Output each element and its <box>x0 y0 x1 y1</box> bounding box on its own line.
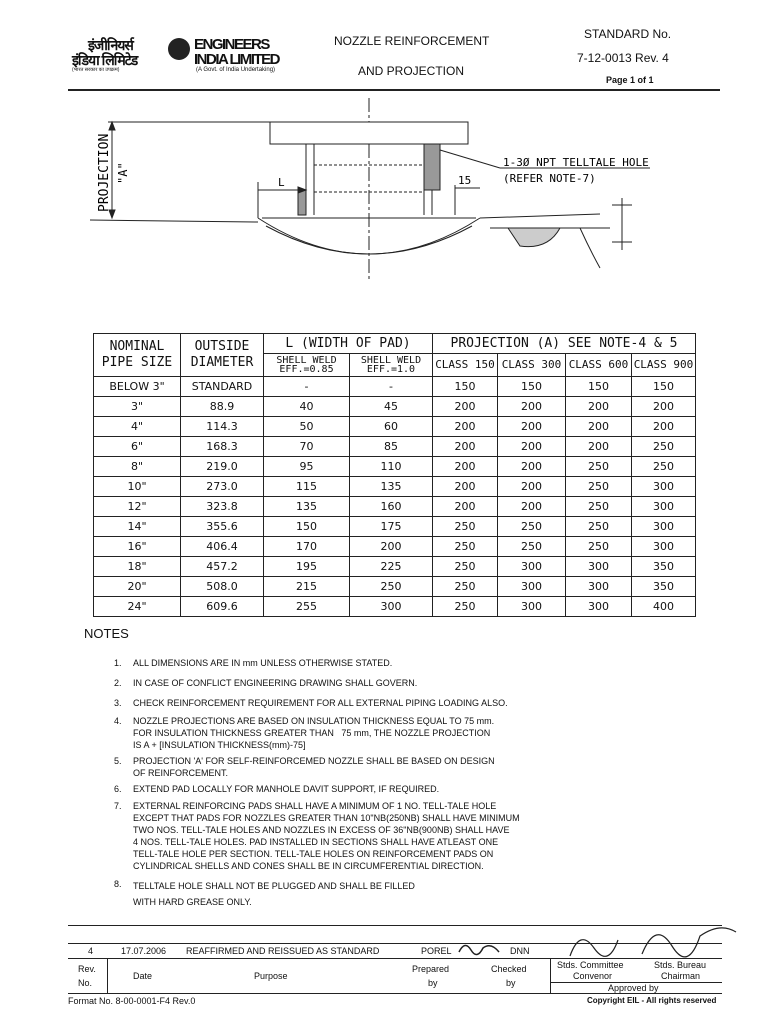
bureau-label-2: Chairman <box>661 971 701 981</box>
rev-label-2: No. <box>78 978 93 988</box>
note-number: 4. <box>114 716 122 726</box>
document-title: NOZZLE REINFORCEMENT <box>334 34 490 48</box>
table-row <box>94 437 696 457</box>
logo-subtitle: (A Govt. of India Undertaking) <box>196 67 276 73</box>
table-cell: 60 <box>350 417 433 437</box>
header-sw1-1: SHELL WELD <box>276 355 337 366</box>
note-text: PROJECTION 'A' FOR SELF-REINFORCEMED NOZZLE SHALL BE BASED ON DESIGN OF REINFORCEMENT. <box>133 756 495 778</box>
checked-value: DNN <box>510 946 530 956</box>
table-cell: 215 <box>264 577 350 597</box>
table-cell: BELOW 3" <box>94 377 181 397</box>
note-number: 3. <box>114 698 122 708</box>
logo-company-name: ENGINEERS <box>194 36 269 53</box>
table-row <box>94 397 696 417</box>
reinforcement-table <box>93 333 696 617</box>
footer-bottom-line <box>68 993 722 994</box>
table-cell: 323.8 <box>181 497 264 517</box>
prepared-label: Prepared <box>412 964 450 974</box>
header-sw2-1: SHELL WELD <box>360 355 422 366</box>
table-cell: 250 <box>433 557 498 577</box>
table-cell: 50 <box>264 417 350 437</box>
table-cell: 200 <box>632 397 696 417</box>
note-number: 6. <box>114 784 122 794</box>
table-cell: 273.0 <box>181 477 264 497</box>
table-cell: 3" <box>94 397 181 417</box>
committee-label-2: Convenor <box>573 971 613 981</box>
table-cell: 150 <box>498 377 566 397</box>
signatures-icon <box>560 918 740 962</box>
table-row <box>94 497 696 517</box>
table-cell: 200 <box>498 457 566 477</box>
logo-hindi-text: इंजीनियर्स <box>88 37 133 53</box>
table-cell: 457.2 <box>181 557 264 577</box>
footer-col-divider-2 <box>550 958 551 993</box>
table-cell: 219.0 <box>181 457 264 477</box>
telltale-note-ref: (REFER NOTE-7) <box>503 172 596 185</box>
table-cell: 300 <box>498 577 566 597</box>
table-cell: 16" <box>94 537 181 557</box>
table-cell: 4" <box>94 417 181 437</box>
table-cell: 250 <box>350 577 433 597</box>
table-cell: 8" <box>94 457 181 477</box>
table-cell: 200 <box>566 437 632 457</box>
table-cell: 200 <box>498 477 566 497</box>
footer-col-divider <box>107 958 108 993</box>
table-cell: 250 <box>566 477 632 497</box>
table-cell: 255 <box>264 597 350 617</box>
table-cell: 88.9 <box>181 397 264 417</box>
a-label: "A" <box>116 162 130 184</box>
date-value: 17.07.2006 <box>121 946 167 956</box>
table-cell: 150 <box>632 377 696 397</box>
table-cell: 135 <box>350 477 433 497</box>
table-cell: 114.3 <box>181 417 264 437</box>
table-cell: 200 <box>433 477 498 497</box>
table-cell: 200 <box>498 417 566 437</box>
table-cell: 400 <box>632 597 696 617</box>
table-cell: 135 <box>264 497 350 517</box>
rev-label: Rev. <box>78 964 96 974</box>
table-cell: 250 <box>433 577 498 597</box>
table-cell: 160 <box>350 497 433 517</box>
header-shell-weld-10 <box>350 354 433 377</box>
table-cell: 20" <box>94 577 181 597</box>
logo-company-name-2: INDIA LIMITED <box>194 51 279 68</box>
table-cell: 355.6 <box>181 517 264 537</box>
table-cell: 300 <box>566 577 632 597</box>
table-cell: 200 <box>433 397 498 417</box>
table-cell: 225 <box>350 557 433 577</box>
note-text: TELLTALE HOLE SHALL NOT BE PLUGGED AND SHALL BE FILLED WITH HARD GREASE ONLY. <box>133 881 415 907</box>
table-cell: 150 <box>433 377 498 397</box>
table-cell: 168.3 <box>181 437 264 457</box>
l-label: L <box>278 176 285 189</box>
table-cell: 200 <box>498 497 566 517</box>
standard-number: 7-12-0013 Rev. 4 <box>577 51 669 65</box>
prepared-label-2: by <box>428 978 438 988</box>
table-body <box>94 377 696 617</box>
note-text: CHECK REINFORCEMENT REQUIREMENT FOR ALL EXTERNAL PIPING LOADING ALSO. <box>133 698 508 708</box>
table-cell: 95 <box>264 457 350 477</box>
table-cell: 300 <box>350 597 433 617</box>
table-cell: 200 <box>433 457 498 477</box>
telltale-note: 1-3Ø NPT TELLTALE HOLE <box>503 156 649 169</box>
note-text: NOZZLE PROJECTIONS ARE BASED ON INSULATION THICKNESS EQUAL TO 75 mm. FOR INSULATION THICKNESS GREATER THAN 75 mm, THE NOZZLE PROJECTION IS A + [INSULATION THICKNESS(mm)-75] <box>133 716 495 750</box>
page-number: Page 1 of 1 <box>606 75 654 85</box>
table-cell: 250 <box>566 497 632 517</box>
table-cell: 200 <box>632 417 696 437</box>
table-row <box>94 557 696 577</box>
table-cell: 200 <box>498 437 566 457</box>
table-cell: 18" <box>94 557 181 577</box>
table-cell: 300 <box>632 477 696 497</box>
notes-title: NOTES <box>84 626 129 641</box>
note-number: 2. <box>114 678 122 688</box>
header-nominal-1: NOMINAL <box>109 339 165 354</box>
table-cell: 250 <box>566 537 632 557</box>
table-cell: 200 <box>498 397 566 417</box>
table-cell: 195 <box>264 557 350 577</box>
table-cell: 200 <box>566 397 632 417</box>
header-sw1-2: EFF.=0.85 <box>279 364 334 375</box>
table-cell: 250 <box>433 517 498 537</box>
note-number: 7. <box>114 801 122 811</box>
initials-signature-icon <box>455 940 505 958</box>
logo-hindi-text-2: इंडिया लिमिटेड <box>72 52 138 68</box>
committee-label: Stds. Committee <box>557 960 624 970</box>
table-cell: 250 <box>433 597 498 617</box>
table-cell: 10" <box>94 477 181 497</box>
rev-value: 4 <box>88 946 94 956</box>
logo-hindi-subtext: (भारत सरकार का उपक्रम) <box>72 67 120 73</box>
table-cell: 200 <box>433 417 498 437</box>
table-cell: 250 <box>632 437 696 457</box>
table-cell: 300 <box>498 597 566 617</box>
table-cell: 250 <box>498 517 566 537</box>
purpose-value: REAFFIRMED AND REISSUED AS STANDARD <box>186 946 380 956</box>
note-number: 8. <box>114 879 122 889</box>
table-row <box>94 377 696 397</box>
header-class-150: CLASS 150 <box>433 354 498 377</box>
header-projection: PROJECTION (A) SEE NOTE-4 & 5 <box>433 334 696 354</box>
table-cell: 200 <box>350 537 433 557</box>
table-cell: 175 <box>350 517 433 537</box>
header-nominal <box>94 334 181 377</box>
table-cell: 250 <box>632 457 696 477</box>
date-label: Date <box>133 971 153 981</box>
note-text: IN CASE OF CONFLICT ENGINEERING DRAWING SHALL GOVERN. <box>133 678 418 688</box>
document-title-2: AND PROJECTION <box>358 64 465 78</box>
table-cell: 250 <box>498 537 566 557</box>
table-cell: 200 <box>433 497 498 517</box>
projection-label: PROJECTION <box>97 133 112 212</box>
table-row <box>94 597 696 617</box>
table-cell: 70 <box>264 437 350 457</box>
header-class-600: CLASS 600 <box>566 354 632 377</box>
table-cell: 406.4 <box>181 537 264 557</box>
table-row <box>94 417 696 437</box>
bureau-label: Stds. Bureau <box>654 960 707 970</box>
header-nominal-2: PIPE SIZE <box>101 355 173 370</box>
table-cell: 6" <box>94 437 181 457</box>
table-cell: 250 <box>566 517 632 537</box>
table-cell: 250 <box>433 537 498 557</box>
header-class-900: CLASS 900 <box>632 354 696 377</box>
header-od-2: DIAMETER <box>190 355 254 370</box>
table-cell: 85 <box>350 437 433 457</box>
table-cell: 300 <box>632 537 696 557</box>
table-cell: 12" <box>94 497 181 517</box>
header-od <box>181 334 264 377</box>
table-cell: 150 <box>264 517 350 537</box>
table-row <box>94 457 696 477</box>
table-cell: 300 <box>632 517 696 537</box>
table-cell: 300 <box>632 497 696 517</box>
table-cell: 609.6 <box>181 597 264 617</box>
header-class-300: CLASS 300 <box>498 354 566 377</box>
table-cell: 115 <box>264 477 350 497</box>
note-number: 5. <box>114 756 122 766</box>
table-row <box>94 577 696 597</box>
table-cell: 300 <box>566 597 632 617</box>
table-cell: 24" <box>94 597 181 617</box>
format-number: Format No. 8-00-0001-F4 Rev.0 <box>68 996 196 1006</box>
prepared-value: POREL <box>421 946 452 956</box>
standard-label: STANDARD No. <box>584 27 672 41</box>
nozzle-drawing <box>0 0 768 300</box>
table-row <box>94 537 696 557</box>
header-od-1: OUTSIDE <box>194 339 250 354</box>
table-cell: 110 <box>350 457 433 477</box>
table-cell: 200 <box>433 437 498 457</box>
copyright: Copyright EIL - All rights reserved <box>587 996 717 1005</box>
purpose-label: Purpose <box>254 971 288 981</box>
checked-label-2: by <box>506 978 516 988</box>
table-cell: 14" <box>94 517 181 537</box>
header-shell-weld-085 <box>264 354 350 377</box>
note-number: 1. <box>114 658 122 668</box>
dim-15-label: 15 <box>458 174 472 187</box>
table-cell: 170 <box>264 537 350 557</box>
header-pad-width: L (WIDTH OF PAD) <box>264 334 433 354</box>
table-cell: 300 <box>498 557 566 577</box>
table-cell: - <box>264 377 350 397</box>
header-sw2-2: EFF.=1.0 <box>366 364 416 375</box>
note-text: EXTERNAL REINFORCING PADS SHALL HAVE A MINIMUM OF 1 NO. TELL-TALE HOLE EXCEPT THAT PADS FOR NOZZLES GREATER THAN 10"NB(250NB) SHALL HAVE MINIMUM TWO NOS. TELL-TALE HOLES AND NOZZLES IN EXCESS OF 36"NB(900NB) SHALL HAVE 4 NOS. TELL-TALE HOLES. PAD INSTALLED IN SECTIONS SHALL HAVE ATLEAST ONE TELL-TALE HOLE PER SECTION. TELL-TALE HOLES ON REINFORCEMENT PADS ON CYLINDRICAL SHELLS AND CONES SHALL BE IN CIRCUMFERENTIAL DIRECTION. <box>133 801 520 871</box>
note-text: EXTEND PAD LOCALLY FOR MANHOLE DAVIT SUPPORT, IF REQUIRED. <box>133 784 440 794</box>
table-cell: 200 <box>566 417 632 437</box>
table-cell: 40 <box>264 397 350 417</box>
approved-label: Approved by <box>608 983 659 993</box>
checked-label: Checked <box>491 964 527 974</box>
table-cell: STANDARD <box>181 377 264 397</box>
table-cell: 350 <box>632 577 696 597</box>
table-row <box>94 477 696 497</box>
table-cell: - <box>350 377 433 397</box>
table-cell: 150 <box>566 377 632 397</box>
table-cell: 300 <box>566 557 632 577</box>
note-text: ALL DIMENSIONS ARE IN mm UNLESS OTHERWISE STATED. <box>133 658 393 668</box>
table-cell: 350 <box>632 557 696 577</box>
table-cell: 250 <box>566 457 632 477</box>
table-row <box>94 517 696 537</box>
table-cell: 508.0 <box>181 577 264 597</box>
table-cell: 45 <box>350 397 433 417</box>
